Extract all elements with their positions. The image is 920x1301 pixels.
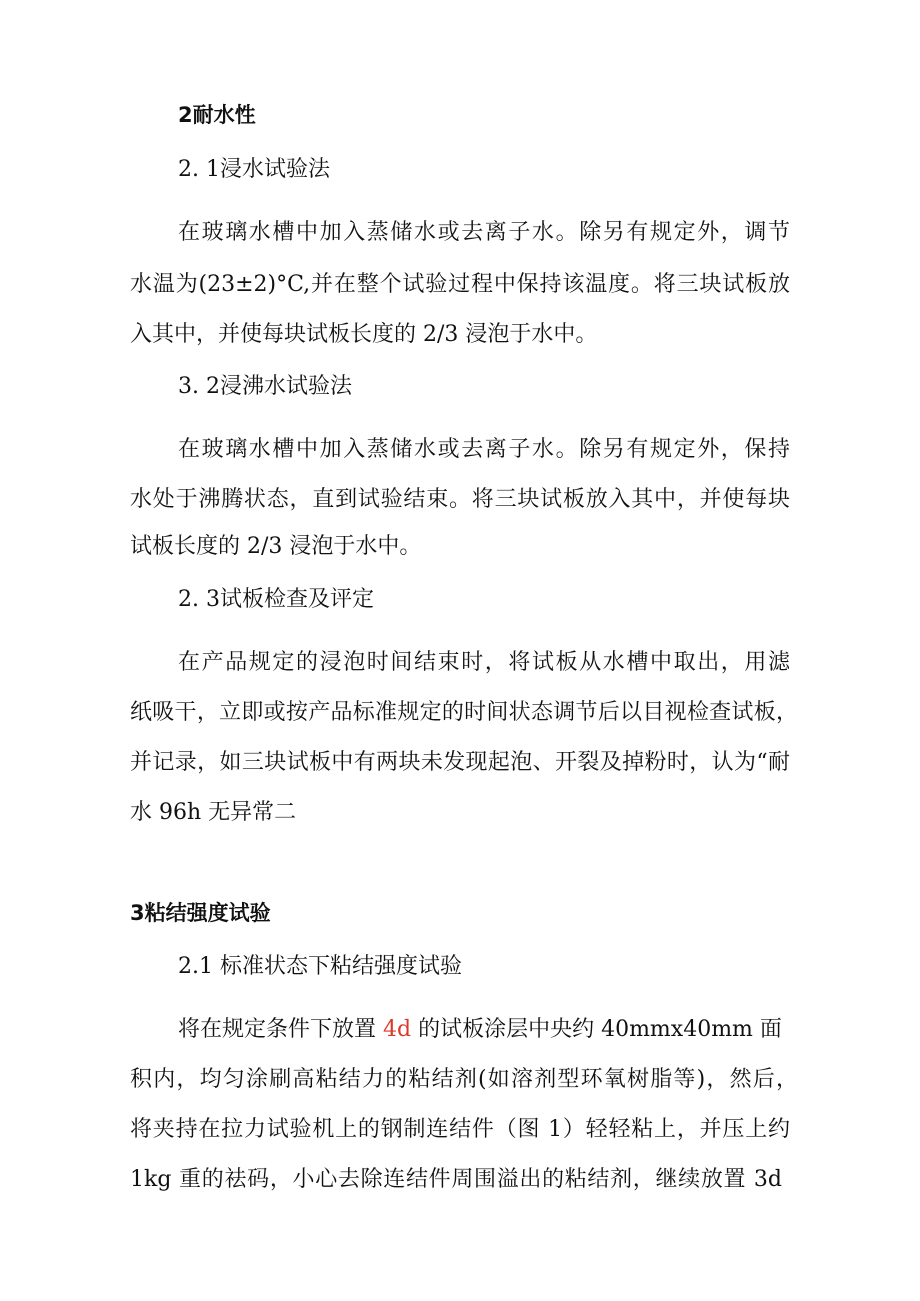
highlighted-value: 4d (383, 1017, 412, 1042)
paragraph-text: 的试板涂层中央约 40mmx40mm 面 (411, 1017, 782, 1042)
paragraph-line: 在玻璃水槽中加入蒸储水或去离子水。除另有规定外，保持 (178, 437, 790, 462)
paragraph-line: 在产品规定的浸泡时间结束时，将试板从水槽中取出，用滤 (178, 650, 790, 675)
paragraph-line: 试板长度的 2/3 浸泡于水中。 (130, 534, 422, 559)
subsection-2-2-heading: 3. 2浸沸水试验法 (178, 374, 352, 399)
paragraph-text: 将在规定条件下放置 (178, 1017, 383, 1042)
paragraph-line: 水温为(23±2)°C,并在整个试验过程中保持该温度。将三块试板放 (130, 272, 790, 297)
paragraph-line: 1kg 重的祛码，小心去除连结件周围溢出的粘结剂，继续放置 3d (130, 1167, 782, 1192)
paragraph-line: 纸吸干，立即或按产品标准规定的时间状态调节后以目视检查试板， (130, 700, 798, 725)
paragraph-line: 将夹持在拉力试验机上的钢制连结件（图 1）轻轻粘上，并压上约 (130, 1117, 790, 1142)
paragraph-line (178, 1015, 782, 1045)
subsection-3-1-heading: 2.1 标准状态下粘结强度试验 (178, 954, 462, 979)
subsection-2-1-heading: 2. 1浸水试验法 (178, 157, 330, 182)
paragraph-line: 水处于沸腾状态，直到试验结束。将三块试板放入其中，并使每块 (130, 487, 790, 512)
paragraph-line: 在玻璃水槽中加入蒸储水或去离子水。除另有规定外，调节 (178, 220, 790, 245)
section-3-heading: 3粘结强度试验 (130, 901, 271, 925)
paragraph-line: 并记录，如三块试板中有两块未发现起泡、开裂及掉粉时，认为“耐 (130, 750, 790, 775)
paragraph-line: 水 96h 无异常二 (130, 800, 297, 825)
section-2-heading: 2耐水性 (178, 103, 256, 127)
paragraph-line: 入其中，并使每块试板长度的 2/3 浸泡于水中。 (130, 322, 598, 347)
subsection-2-3-heading: 2. 3试板检查及评定 (178, 587, 374, 612)
paragraph-line: 积内，均匀涂刷高粘结力的粘结剂(如溶剂型环氧树脂等)，然后， (130, 1067, 798, 1092)
